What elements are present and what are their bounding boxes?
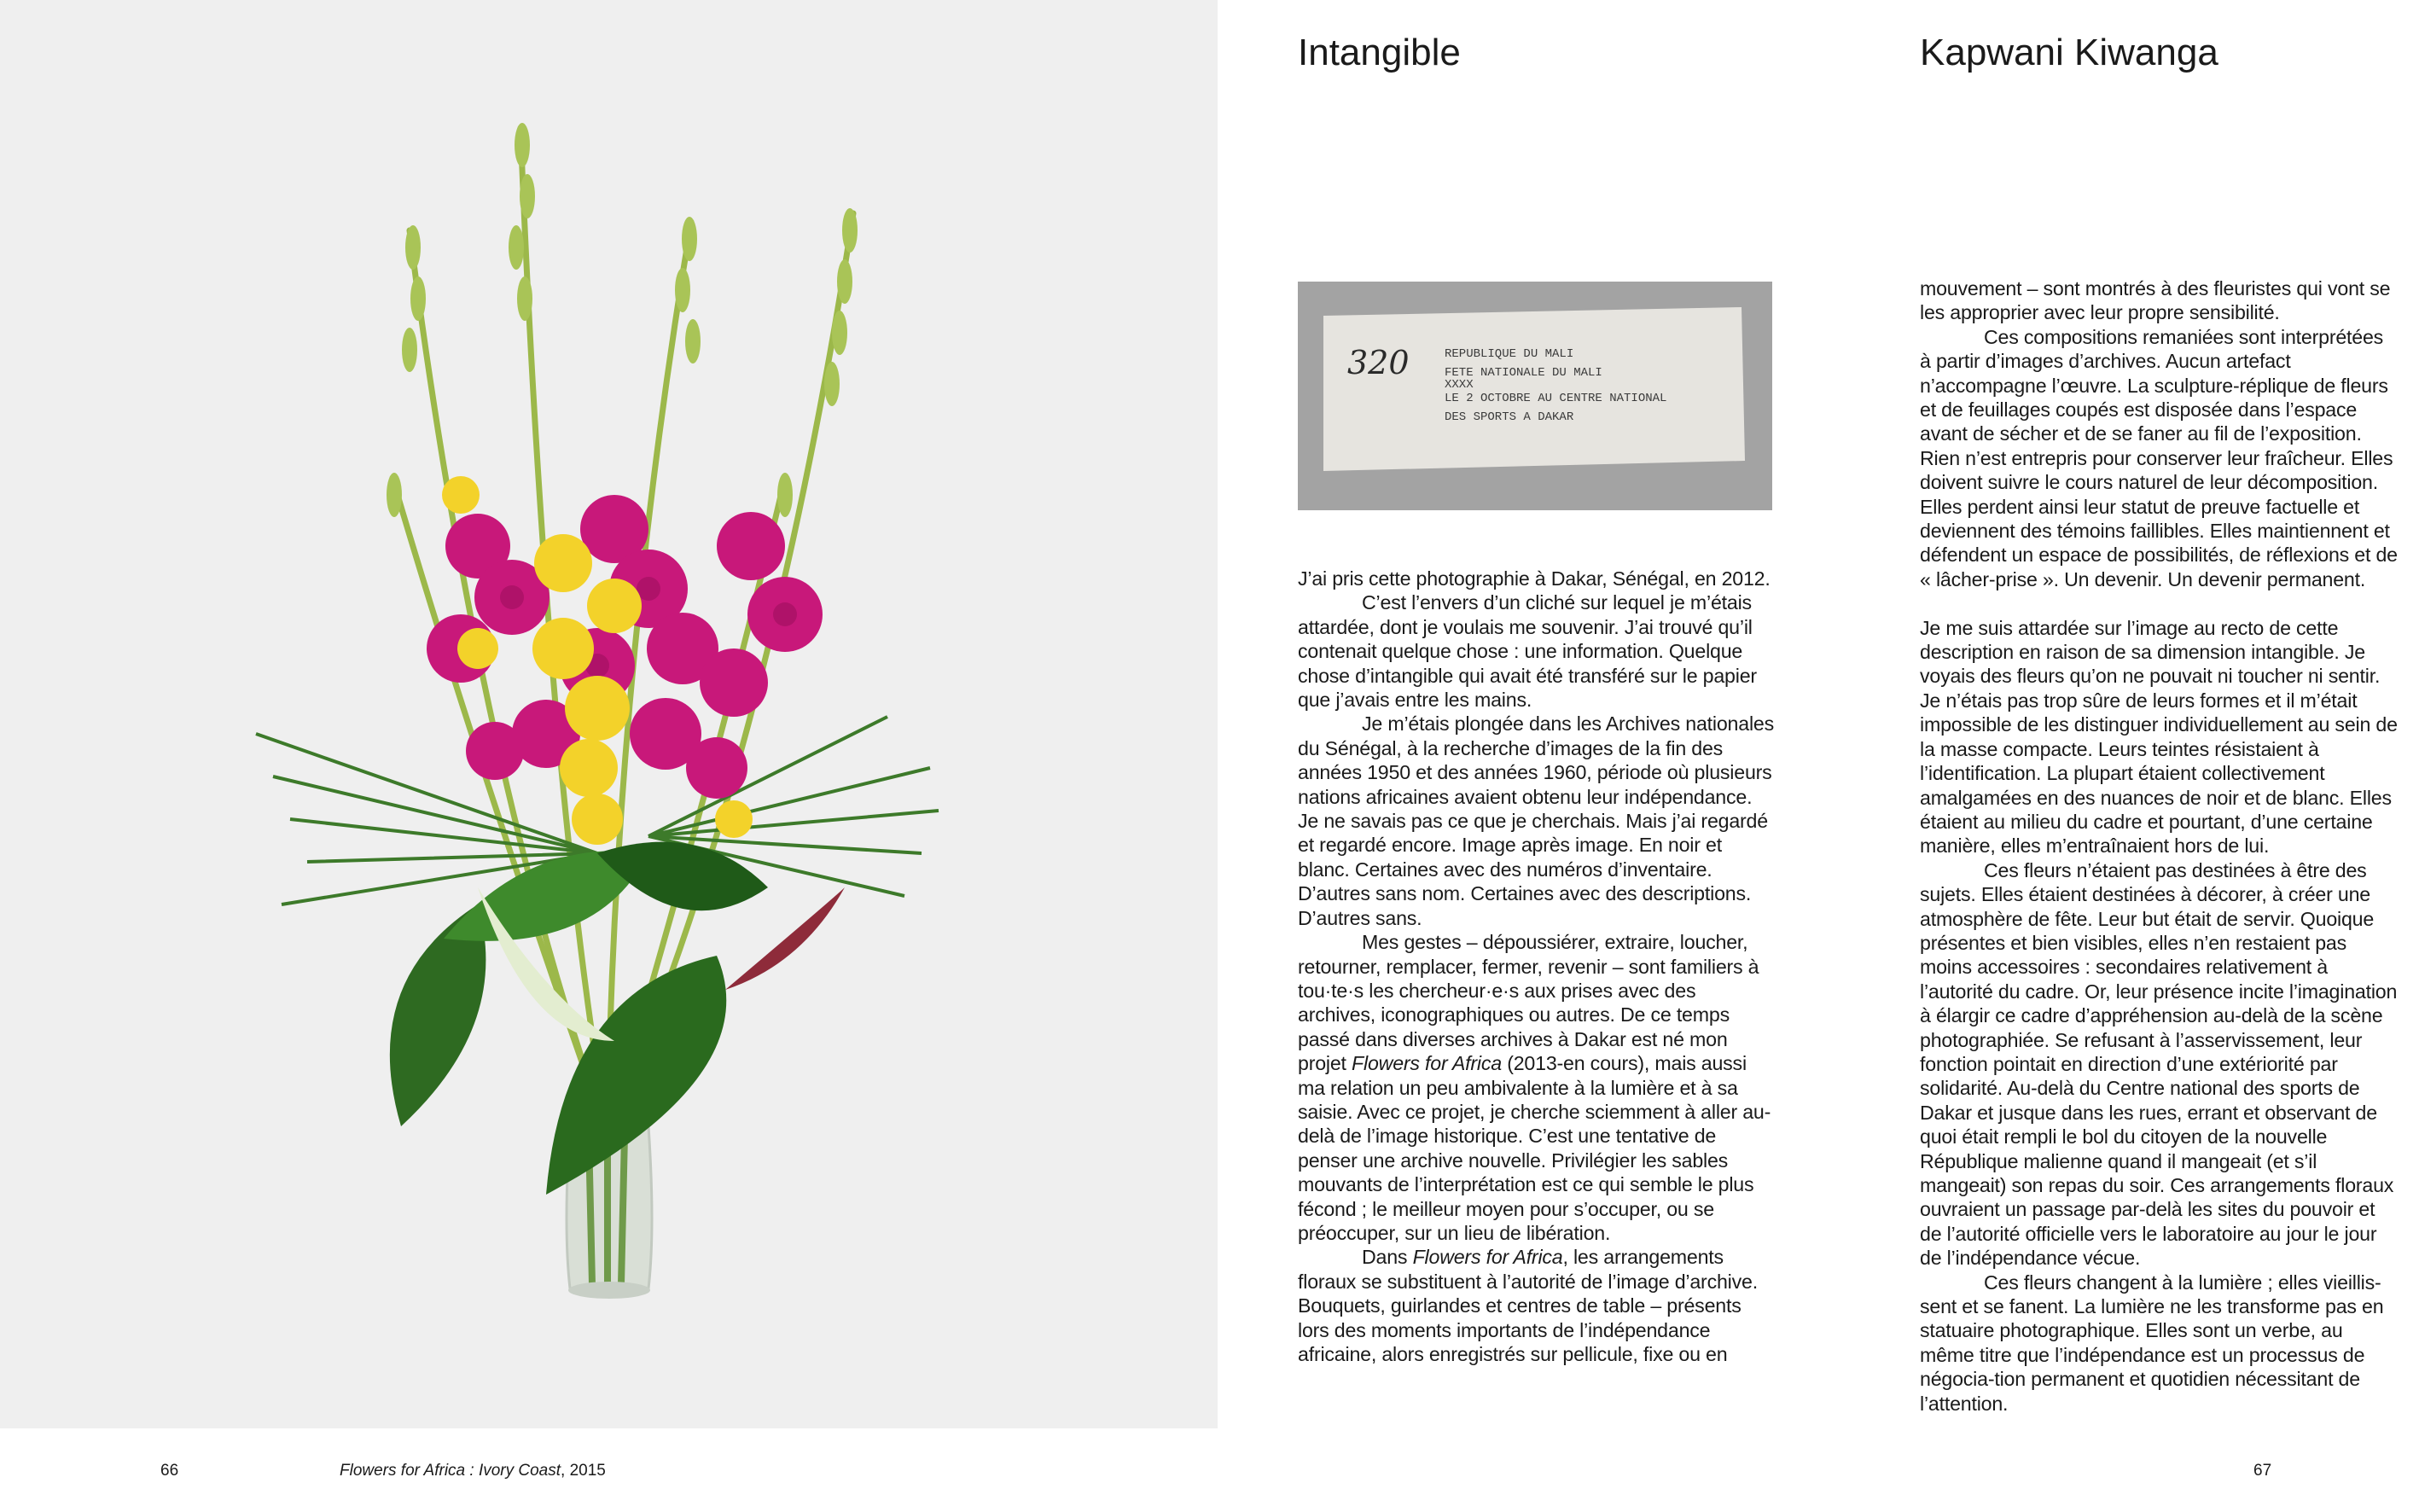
archive-typed-line-3: XXXX bbox=[1445, 378, 1474, 392]
caption-year: , 2015 bbox=[561, 1462, 606, 1480]
photo-caption bbox=[340, 1462, 606, 1480]
col1-paragraph-1: J’ai pris cette photographie à Dakar, Sénégal, en 2012. bbox=[1298, 567, 1771, 590]
essay-title: Intangible bbox=[1298, 32, 1461, 73]
archive-card-photograph bbox=[1298, 282, 1772, 510]
archive-typed-line-1: REPUBLIQUE DU MALI bbox=[1445, 347, 1574, 361]
page-number-left: 66 bbox=[160, 1462, 179, 1480]
col1-paragraph-4: Mes gestes – dépoussiérer, extraire, loucher, retourner, remplacer, fermer, revenir – sont familiers à tou·te·s les chercheur·e·s aux prises avec des archives, iconographiques ou autres. De ce temps passé dans diverses archives à Dakar est né mon projet Flowers for Africa (2013-en cours), mais aussi ma relation un peu ambivalente à la lumière et à sa saisie. Avec ce projet, je cherche sciemment à aller au-delà de l’image historique. C’est une tentative de penser une archive nouvelle. Privilégier les sables mouvants de l’interprétation est ce qui semble le plus fécond ; le meilleur moyen pour s’occuper, ou se préoccuper, sur un lieu de libération. bbox=[1298, 931, 1771, 1244]
col1-paragraph-2: C’est l’envers d’un cliché sur lequel je m’étais attardée, dont je voulais me souvenir. J’ai trouvé qu’il contenait quelque chose : une information. Quelque chose d’intangible qui avait été transféré sur le papier que j’avais entre les mains. bbox=[1298, 591, 1757, 712]
text-column-1 bbox=[1298, 567, 1776, 1366]
page-number-right: 67 bbox=[2253, 1462, 2272, 1480]
col2-paragraph-3: Je me suis attardée sur l’image au recto de cette description en raison de sa dimension intangible. Je voyais des fleurs qu’on ne pouvait ni toucher ni sentir. Je n’étais pas trop sûre de leurs formes et il m’était impossible de les distinguer individuellement au sein de la masse compacte. Leurs teintes résistaient à l’identification. La plupart étaient collectivement amalgamées en des nuances de noir et de blanc. Elles étaient au milieu du cadre et pourtant, d’une certaine manière, elles m’entraînaient hors de lui. bbox=[1920, 616, 2398, 858]
author-name: Kapwani Kiwanga bbox=[1920, 32, 2218, 73]
caption-title: Flowers for Africa : Ivory Coast bbox=[340, 1462, 561, 1480]
gladiolus-buds bbox=[387, 123, 858, 517]
col2-paragraph-1: mouvement – sont montrés à des fleuristes qui vont se les approprier avec leur propre sensibilité. bbox=[1920, 277, 2391, 324]
bouquet-photograph bbox=[0, 0, 1218, 1428]
col2-paragraph-2: Ces compositions remaniées sont interprétées à partir d’images d’archives. Aucun artefact n’accompagne l’œuvre. La sculpture-réplique de fleurs et de feuillages coupés est disposée dans l’espace avant de sécher et de se faner au fil de l’exposition. Rien n’est entrepris pour conserver leur fraîcheur. Elles doivent suivre le cours naturel de leur décomposition. Elles perdent ainsi leur statut de preuve factuelle et deviennent des témoins faillibles. Elles maintiennent et défendent un espace de possibilités, de réflexions et de « lâcher-prise ». Un devenir. Un devenir permanent. bbox=[1920, 325, 2398, 590]
col1-paragraph-5: Dans Flowers for Africa, les arrangements floraux se substituent à l’autorité de l’image d’archive. Bouquets, guirlandes et centres de table – présents lors des moments importants de l’indépendance africaine, alors enregistrés sur pellicule, fixe ou en bbox=[1298, 1246, 1758, 1365]
text-column-2 bbox=[1920, 276, 2398, 1416]
col1-paragraph-3: Je m’étais plongée dans les Archives nationales du Sénégal, à la recherche d’images de la fin des années 1950 et des années 1960, période où plusieurs nations africaines avaient obtenu leur indépendance. Je ne savais pas ce que je cherchais. Mais j’ai regardé et regardé encore. Image après image. En noir et blanc. Certaines avec des numéros d’inventaire. D’autres sans nom. Certaines avec des descriptions. D’autres sans. bbox=[1298, 712, 1774, 929]
archive-typed-line-5: DES SPORTS A DAKAR bbox=[1445, 410, 1574, 424]
archive-typed-line-4: LE 2 OCTOBRE AU CENTRE NATIONAL bbox=[1445, 392, 1667, 405]
leaves bbox=[390, 842, 845, 1195]
col2-paragraph-5: Ces fleurs changent à la lumière ; elles vieillis-sent et se fanent. La lumière ne les transforme pas en statuaire photographique. Elles sont un verbe, au même titre que l’indépendance est un processus de négocia-tion permanent et quotidien nécessitant de l’attention. bbox=[1920, 1271, 2384, 1415]
archive-typed-line-2: FETE NATIONALE DU MALI bbox=[1445, 366, 1602, 380]
col2-paragraph-4: Ces fleurs n’étaient pas destinées à être des sujets. Elles étaient destinées à décorer, à créer une atmosphère de fête. Leur but était de servir. Quoique présentes et bien visibles, elles n’en restaient pas moins accessoires : secondaires relativement à l’autorité du cadre. Or, leur présence incite l’imagination à élargir ce cadre d’appréhension au-delà de la scène photographiée. Se refusant à l’asservissement, leur fonction pointait en direction d’une extériorité par solidarité. Au-delà du Centre national des sports de Dakar et jusque dans les rues, errant et observant de quoi était rempli le bol du citoyen de la nouvelle République malienne quand il mangeait (et s’il mangeait) son repas du soir. Ces arrangements floraux ouvraient un passage par-delà les sites du pouvoir et de l’autorité officielle vers le laboratoire au jour le jour de l’indépendance vécue. bbox=[1920, 858, 2398, 1270]
archive-card-number: 320 bbox=[1347, 344, 1410, 381]
